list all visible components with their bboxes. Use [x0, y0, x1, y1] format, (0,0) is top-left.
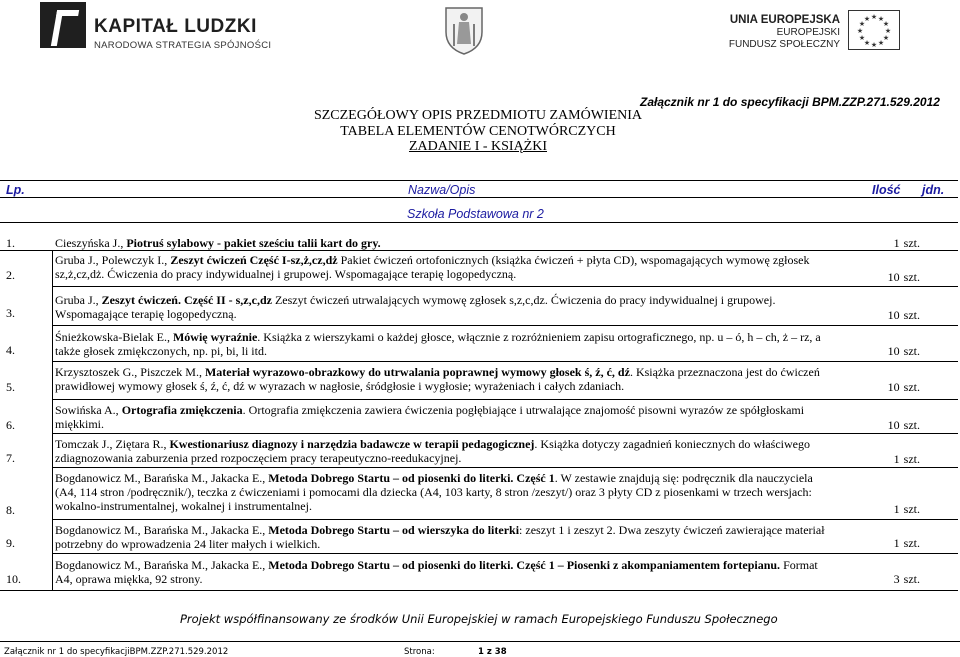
row-description — [55, 293, 840, 321]
column-header-nazwa: Nazwa/Opis — [408, 183, 476, 197]
eu-flag-icon — [848, 10, 900, 50]
lp-column-rule — [52, 250, 53, 590]
quantity-value: 1 — [893, 236, 900, 250]
quantity-value: 1 — [893, 452, 900, 466]
row-number: 3. — [6, 306, 15, 320]
row-desc-2: zdiagnozowania zaburzenia przed rozpoczęciem pracy terapeutyczno-reedukacyjnej. — [55, 451, 462, 465]
svg-text:★: ★ — [870, 41, 878, 49]
row-rule — [52, 286, 958, 287]
svg-text:★: ★ — [877, 15, 885, 23]
row-number: 7. — [6, 451, 15, 465]
row-quantity — [856, 308, 920, 322]
row-desc-1: Format — [780, 558, 818, 572]
row-number: 4. — [6, 343, 15, 357]
project-funding-note: Projekt współfinansowany ze środków Unii Europejskiej w ramach Europejskiego Funduszu Społecznego — [180, 612, 778, 626]
row-desc-2: prawidłowej wymowy głosek ś, ź, ć, dź w wyrazach w nagłosie, śródgłosie i wygłosie; wyrażeniach i całych zdaniach. — [55, 379, 625, 393]
row-number: 2. — [6, 268, 15, 282]
section-heading: Szkoła Podstawowa nr 2 — [407, 207, 544, 221]
row-title: Metoda Dobrego Startu – od piosenki do literki. Część 1 — [268, 471, 555, 485]
row-desc-2: (A4, 114 stron /podręcznik/), teczka z ćwiczeniami i pomocami dla dziecka (A4, 103 karty, 8 stron /zeszyt/) oraz 3 płyty CD z piosenkami w trzech wersjach: — [55, 485, 812, 499]
row-description — [55, 471, 840, 513]
column-header-ilosc: Ilość — [872, 183, 901, 197]
svg-text:★: ★ — [882, 34, 890, 42]
row-desc-1: . Książka z wierszykami o każdej głosce, włącznie z rozróżnieniem zapisu ortograficznego, np. u – ó, h – ch, ż – rz, a — [257, 330, 821, 344]
row-desc-2: potrzebny do wprowadzenia 24 liter małych i wielkich. — [55, 537, 321, 551]
quantity-value: 10 — [887, 308, 900, 322]
row-title: Ortografia zmiękczenia — [121, 403, 243, 417]
column-header-lp: Lp. — [6, 183, 25, 197]
row-quantity — [856, 270, 920, 284]
row-description — [55, 330, 840, 358]
row-number: 5. — [6, 380, 15, 394]
row-quantity — [856, 380, 920, 394]
row-number: 9. — [6, 536, 15, 550]
quantity-value: 10 — [887, 380, 900, 394]
row-desc-1: . W zestawie znajdują się: podręcznik dla nauczyciela — [554, 471, 813, 485]
row-description — [55, 437, 840, 465]
row-description — [55, 523, 840, 551]
row-rule — [0, 250, 958, 251]
row-desc-2: sz,ż,cz,dż. Ćwiczenia do pracy indywidualnej i grupowej. Wspomagające terapię logopedyczną. — [55, 267, 517, 281]
quantity-unit: szt. — [903, 418, 920, 432]
row-title: Materiał wyrazowo-obrazkowy do utrwalania poprawnej wymowy głosek ś, ź, ć, dź — [204, 365, 630, 379]
quantity-value: 1 — [893, 502, 900, 516]
kapital-ludzki-mark-icon — [40, 2, 86, 48]
ue-text-block — [729, 14, 840, 51]
ue-line-2: EUROPEJSKI — [776, 27, 840, 38]
svg-text:★: ★ — [870, 13, 878, 21]
row-desc-1: : zeszyt 1 i zeszyt 2. Dwa zeszyty ćwiczeń zawierające materiał — [519, 523, 825, 537]
row-authors: Bogdanowicz M., Barańska M., Jakacka E., — [55, 471, 269, 485]
row-authors: Cieszyńska J., — [55, 236, 127, 250]
row-desc-2: miękkimi. — [55, 417, 104, 431]
row-desc-1: Zeszyt ćwiczeń utrwalających wymowę zgłosek s,z,c,dz. Ćwiczenia do pracy indywidualnej i grupowej. — [271, 293, 776, 307]
row-description — [55, 253, 840, 281]
ue-line-3: FUNDUSZ SPOŁECZNY — [728, 39, 840, 50]
row-number: 8. — [6, 503, 15, 517]
row-authors: Sowińska A., — [55, 403, 122, 417]
svg-text:★: ★ — [858, 34, 866, 42]
row-description — [55, 236, 840, 250]
svg-text:★: ★ — [858, 20, 866, 28]
row-title: Zeszyt ćwiczeń Część I-sz,ż,cz,dż — [170, 253, 338, 267]
row-title: Mówię wyraźnie — [172, 330, 258, 344]
svg-text:★: ★ — [863, 15, 871, 23]
page-label: Strona: — [404, 647, 435, 657]
row-title: Zeszyt ćwiczeń. Część II - s,z,c,dz — [101, 293, 272, 307]
row-quantity — [856, 572, 920, 586]
row-rule — [52, 467, 958, 468]
svg-text:★: ★ — [884, 27, 892, 35]
row-authors: Śnieżkowska-Bielak E., — [55, 330, 173, 344]
row-desc-1: . Książka przeznaczona jest do ćwiczeń — [629, 365, 820, 379]
footer-reference: Załącznik nr 1 do specyfikacjiBPM.ZZP.271.529.2012 — [4, 647, 229, 657]
quantity-value: 3 — [893, 572, 900, 586]
row-rule — [52, 519, 958, 520]
footer-rule — [0, 641, 960, 642]
row-title: Kwestionariusz diagnozy i narzędzia badawcze w terapii pedagogicznej — [169, 437, 535, 451]
title-line-3: ZADANIE I - KSIĄŻKI — [408, 139, 548, 154]
quantity-unit: szt. — [903, 572, 920, 586]
row-authors: Krzysztoszek G., Piszczek M., — [55, 365, 205, 379]
document-title — [300, 108, 656, 155]
quantity-value: 10 — [887, 344, 900, 358]
section-rule — [0, 222, 958, 223]
row-quantity — [856, 452, 920, 466]
quantity-unit: szt. — [903, 502, 920, 516]
row-description — [55, 558, 840, 586]
quantity-unit: szt. — [903, 380, 920, 394]
row-rule — [52, 399, 958, 400]
row-desc-3: wokalno-instrumentalnej, wokalnej i instrumentalnej. — [55, 499, 312, 513]
row-quantity — [856, 344, 920, 358]
quantity-unit: szt. — [903, 270, 920, 284]
row-number: 6. — [6, 418, 15, 432]
kapital-ludzki-title: KAPITAŁ LUDZKI — [94, 16, 257, 37]
quantity-unit: szt. — [903, 236, 920, 250]
row-desc-2: A4, oprawa miękka, 92 strony. — [55, 572, 203, 586]
kapital-ludzki-logo — [40, 2, 272, 58]
svg-text:★: ★ — [882, 20, 890, 28]
column-header-jdn: jdn. — [922, 183, 945, 197]
quantity-unit: szt. — [903, 308, 920, 322]
row-quantity — [856, 418, 920, 432]
municipal-emblem-icon — [440, 4, 488, 56]
row-description — [55, 365, 840, 393]
row-description — [55, 403, 840, 431]
quantity-value: 1 — [893, 536, 900, 550]
row-quantity — [856, 236, 920, 250]
title-line-1: SZCZEGÓŁOWY OPIS PRZEDMIOTU ZAMÓWIENIA — [313, 108, 643, 123]
row-authors: Tomczak J., Ziętara R., — [55, 437, 170, 451]
quantity-unit: szt. — [903, 452, 920, 466]
row-quantity — [856, 502, 920, 516]
row-desc-1: . Książka dotyczy zagadnień koniecznych do właściwego — [534, 437, 810, 451]
row-rule — [52, 553, 958, 554]
row-number: 10. — [6, 572, 21, 586]
unia-europejska-logo — [700, 8, 900, 54]
quantity-unit: szt. — [903, 344, 920, 358]
row-authors: Gruba J., Polewczyk I., — [55, 253, 171, 267]
row-authors: Gruba J., — [55, 293, 102, 307]
kapital-ludzki-subtitle: NARODOWA STRATEGIA SPÓJNOŚCI — [94, 40, 272, 51]
row-rule — [52, 325, 958, 326]
header-rule — [0, 197, 958, 198]
row-number: 1. — [6, 236, 15, 250]
quantity-value: 10 — [887, 270, 900, 284]
row-authors: Bogdanowicz M., Barańska M., Jakacka E., — [55, 558, 269, 572]
attachment-reference: Załącznik nr 1 do specyfikacji BPM.ZZP.271.529.2012 — [640, 95, 940, 109]
row-title: Metoda Dobrego Startu – od piosenki do literki. Część 1 – Piosenki z akompaniamentem fortepianu. — [268, 558, 781, 572]
quantity-value: 10 — [887, 418, 900, 432]
row-authors: Bogdanowicz M., Barańska M., Jakacka E., — [55, 523, 269, 537]
row-desc-1: Pakiet ćwiczeń ortofonicznych (książka ćwiczeń + płyta CD), wspomagających wymowę zgłosek — [337, 253, 810, 267]
svg-text:★: ★ — [863, 39, 871, 47]
svg-text:★: ★ — [856, 27, 864, 35]
table-bottom-rule — [0, 590, 958, 591]
row-desc-2: Wspomagające terapię logopedyczną. — [55, 307, 237, 321]
title-line-2: TABELA ELEMENTÓW CENOTWÓRCZYCH — [340, 123, 616, 139]
row-desc-2: także głosek zmiękczonych, np. pi, bi, li itd. — [55, 344, 267, 358]
row-rule — [52, 433, 958, 434]
row-rule — [52, 361, 958, 362]
ue-line-1: UNIA EUROPEJSKA — [729, 14, 840, 26]
row-quantity — [856, 536, 920, 550]
svg-text:★: ★ — [877, 39, 885, 47]
table-top-rule — [0, 180, 958, 181]
quantity-unit: szt. — [903, 536, 920, 550]
page-number: 1 z 38 — [478, 647, 507, 657]
row-desc-1: . Ortografia zmiękczenia zawiera ćwiczenia pogłębiające i utrwalające znajomość pisowni wyrazów ze spółgłoskami — [242, 403, 805, 417]
row-title: Piotruś sylabowy - pakiet sześciu talii kart do gry. — [126, 236, 381, 250]
row-title: Metoda Dobrego Startu – od wierszyka do literki — [268, 523, 520, 537]
